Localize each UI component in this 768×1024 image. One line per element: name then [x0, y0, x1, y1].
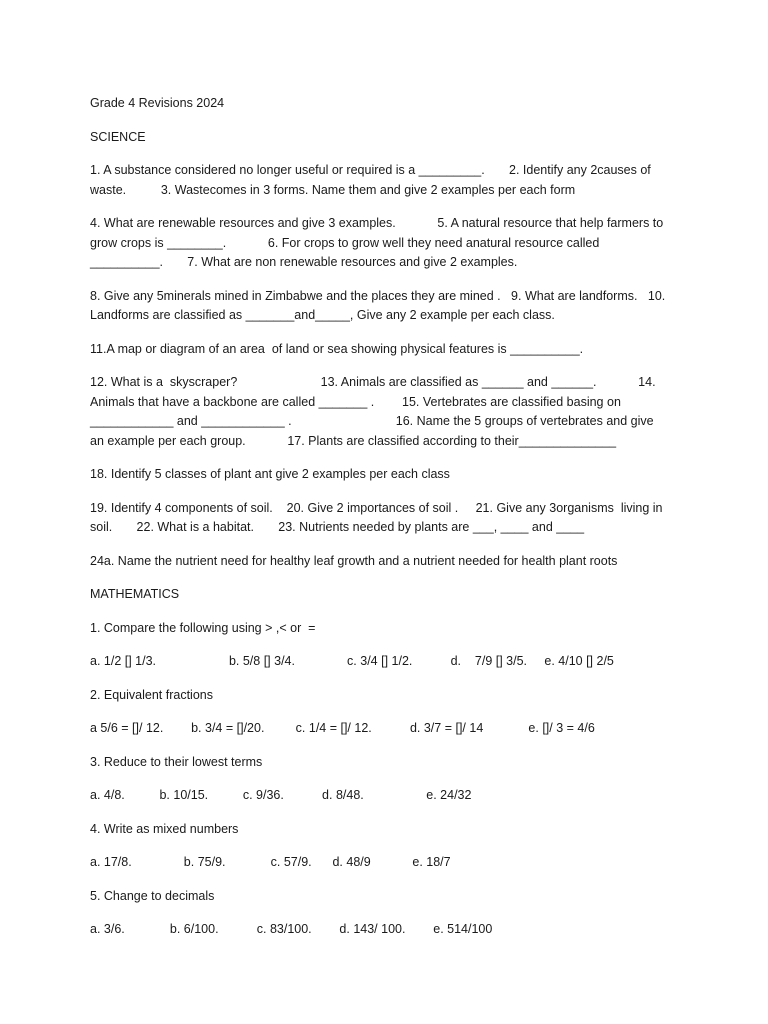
question-line: Landforms are classified as _______and_____, Give any 2 example per each class.	[90, 308, 555, 322]
question-line: 12. What is a skyscraper? 13. Animals are classified as ______ and ______. 14.	[90, 375, 656, 389]
math-question-prompt: 3. Reduce to their lowest terms	[90, 754, 263, 769]
science-question-paragraph	[90, 161, 680, 200]
math-question-items: a 5/6 = []/ 12. b. 3/4 = []/20. c. 1/4 = []/ 12. d. 3/7 = []/ 14 e. []/ 3 = 4/6	[90, 721, 595, 735]
science-question-paragraph	[90, 340, 680, 360]
question-line: grow crops is ________. 6. For crops to grow well they need anatural resource called	[90, 235, 600, 250]
science-question-paragraph	[90, 499, 680, 538]
math-question-prompt: 1. Compare the following using > ,< or =	[90, 620, 316, 635]
math-question-prompt: 5. Change to decimals	[90, 888, 215, 903]
question-line: 8. Give any 5minerals mined in Zimbabwe and the places they are mined . 9. What are landforms. 10.	[90, 288, 666, 303]
question-line: 1. A substance considered no longer useful or required is a _________. 2. Identify any 2causes of	[90, 163, 651, 177]
mathematics-heading: MATHEMATICS	[90, 587, 180, 601]
science-heading: SCIENCE	[90, 129, 146, 144]
math-question-items: a. 1/2 [] 1/3. b. 5/8 [] 3/4. c. 3/4 [] 1/2. d. 7/9 [] 3/5. e. 4/10 [] 2/5	[90, 654, 614, 668]
math-question-items: a. 4/8. b. 10/15. c. 9/36. d. 8/48. e. 24/32	[90, 788, 472, 802]
question-line: Animals that have a backbone are called _______ . 15. Vertebrates are classified basing on	[90, 394, 621, 409]
math-question-prompt: 4. Write as mixed numbers	[90, 821, 239, 836]
mathematics-questions	[90, 619, 680, 940]
science-question-paragraph	[90, 287, 680, 326]
science-question-paragraph	[90, 373, 680, 451]
question-line: 11.A map or diagram of an area of land or sea showing physical features is __________.	[90, 341, 584, 356]
science-question-paragraph	[90, 552, 680, 572]
math-question-items: a. 17/8. b. 75/9. c. 57/9. d. 48/9 e. 18/7	[90, 855, 451, 869]
question-line: waste. 3. Wastecomes in 3 forms. Name them and give 2 examples per each form	[90, 182, 576, 197]
science-question-paragraph	[90, 214, 680, 273]
question-line: __________. 7. What are non renewable resources and give 2 examples.	[90, 255, 518, 269]
question-line: ____________ and ____________ . 16. Name the 5 groups of vertebrates and give	[90, 414, 654, 428]
document-title: Grade 4 Revisions 2024	[90, 96, 225, 110]
science-questions	[90, 161, 680, 571]
question-line: 18. Identify 5 classes of plant ant give 2 examples per each class	[90, 467, 450, 481]
science-question-paragraph	[90, 465, 680, 485]
question-line: 4. What are renewable resources and give 3 examples. 5. A natural resource that help farmers to	[90, 216, 664, 230]
question-line: soil. 22. What is a habitat. 23. Nutrients needed by plants are ___, ____ and ____	[90, 520, 585, 534]
math-question-items: a. 3/6. b. 6/100. c. 83/100. d. 143/ 100. e. 514/100	[90, 922, 493, 936]
question-line: an example per each group. 17. Plants are classified according to their______________	[90, 433, 617, 448]
question-line: 19. Identify 4 components of soil. 20. Give 2 importances of soil . 21. Give any 3organisms living in	[90, 500, 663, 515]
math-question-prompt: 2. Equivalent fractions	[90, 687, 213, 702]
document-page	[90, 94, 680, 954]
question-line: 24a. Name the nutrient need for healthy leaf growth and a nutrient needed for health plant roots	[90, 553, 618, 568]
